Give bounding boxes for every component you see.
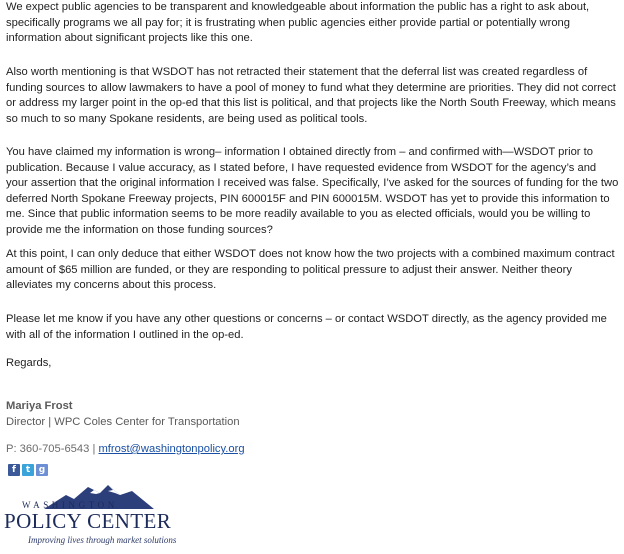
twitter-icon[interactable]: t (22, 464, 34, 476)
signature-title: Director | WPC Coles Center for Transportation (6, 416, 240, 428)
google-plus-icon[interactable]: g (36, 464, 48, 476)
paragraph-information-claim: You have claimed my information is wrong– information I obtained directly from – and confirmed with—WSDOT prior to publication. Because I value accuracy, as I stated before, I have requested evidence from WSDOT for the agency’s and your assertion that the original information I received was false. Specifically, I’ve asked for the sources of funding for the two deferred North Spokane Freeway projects, PIN 600015F and PIN 600015M. WSDOT has yet to provide this information to me. Since that public information seems to be more readily available to you as elected officials, would you be willing to provide me the information on those funding sources? (6, 146, 619, 236)
paragraph-conclusion: At this point, I can only deduce that either WSDOT does not know how the two projects with a combined maximum contract amount of $65 million are funded, or they are responding to political pressure to adjust their answer. Neither theory alleviates my concerns about this process. (6, 248, 615, 292)
logo-tagline: Improving lives through market solutions (28, 535, 177, 545)
signature-phone: P: 360-705-6543 | (6, 443, 96, 455)
paragraph-deferral-list: Also worth mentioning is that WSDOT has not retracted their statement that the deferral list was created regardless of funding sources to allow lawmakers to have a pool of money to fund what they determine are priorities. They did not correct or address my larger point in the op-ed that this list is political, and that projects like the North South Freeway, which means so much to so many Spokane residents, are being used as political tools. (6, 66, 616, 125)
logo-top-text: WASHINGTON (22, 500, 118, 510)
closing-regards: Regards, (6, 357, 52, 369)
signature-name: Mariya Frost (6, 400, 73, 412)
washington-policy-center-logo (4, 481, 194, 551)
paragraph-transparency: We expect public agencies to be transparent and knowledgeable about information the public has a right to ask about, specifically programs we all pay for; it is frustrating when public agencies either provide partial or potentially wrong information about significant projects like this one. (6, 1, 590, 45)
facebook-icon[interactable]: f (8, 464, 20, 476)
email-link[interactable]: mfrost@washingtonpolicy.org (98, 443, 245, 455)
paragraph-contact-request: Please let me know if you have any other questions or concerns – or contact WSDOT directly, as the agency provided me with all of the information I outlined in the op-ed. (6, 313, 607, 341)
logo-main-text: POLICY CENTER (4, 509, 172, 533)
social-icons (8, 464, 48, 476)
signature-contact (6, 443, 245, 455)
